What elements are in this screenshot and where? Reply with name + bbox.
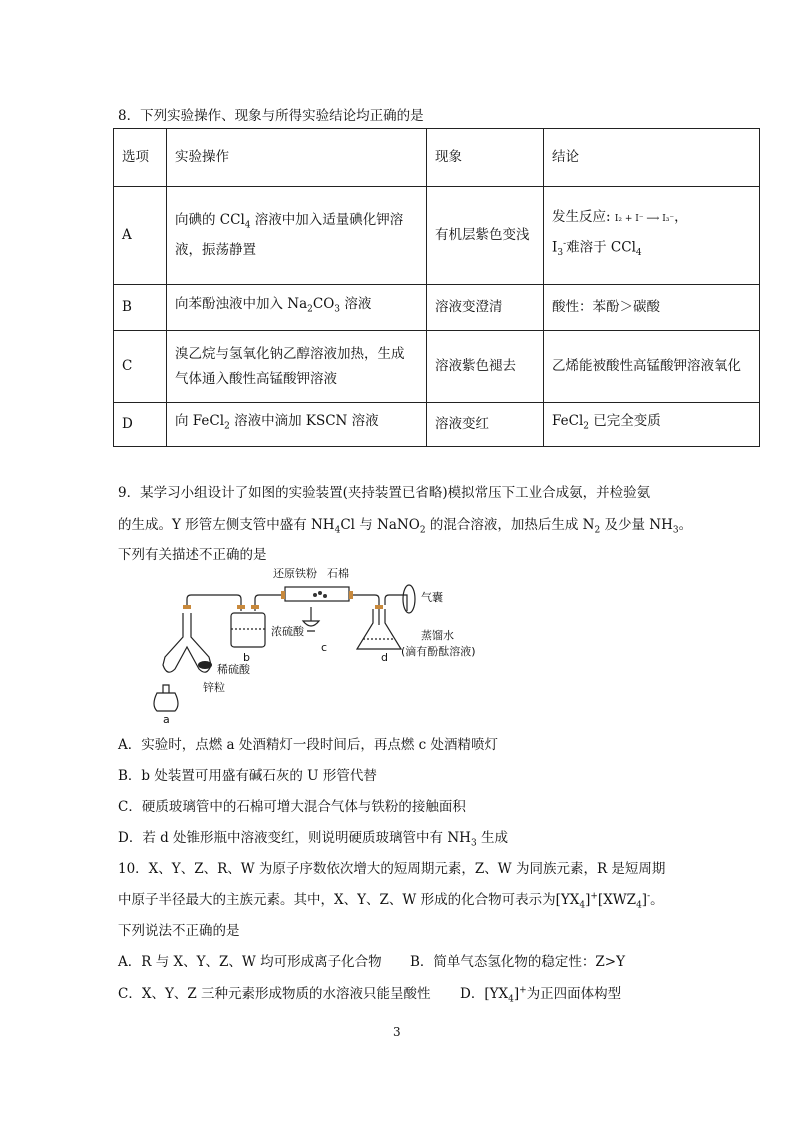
blast-lamp-c <box>303 607 319 631</box>
q9-line-2: 的生成。Y 形管左侧支管中盛有 $NH_4Cl$ 与 NaNO$_2$ 的混合溶液，加热后生成 $N_2$ 及少量 $NH_3$。 <box>118 517 693 536</box>
q10-line-3: 下列说法不正确的是 <box>118 923 240 939</box>
option-label: C <box>114 331 167 403</box>
wash-bottle-b <box>231 613 265 647</box>
conclusion-cell: 乙烯能被酸性高锰酸钾溶液氧化 <box>544 331 760 403</box>
reaction-equation: I₂ + I⁻ ⟶ I₃⁻ <box>614 213 675 224</box>
table-row <box>114 331 760 403</box>
q9-line-1: 9．某学习小组设计了如图的实验装置(夹持装置已省略)模拟常压下工业合成氨，并检验氨 <box>118 485 651 501</box>
phenomenon-cell: 溶液变红 <box>427 403 544 447</box>
q9-option-a: A．实验时，点燃 a 处酒精灯一段时间后，再点燃 c 处酒精喷灯 <box>118 737 499 753</box>
apparatus-diagram <box>145 565 505 725</box>
table-row <box>114 187 760 285</box>
q10-option-c: C．X、Y、Z 三种元素形成物质的水溶液只能呈酸性 <box>118 986 431 1002</box>
label-c: c <box>321 641 328 654</box>
connecting-tube <box>187 595 241 611</box>
q10-option-a: A．R 与 X、Y、Z、W 均可形成离子化合物 <box>118 954 382 970</box>
q9-option-b: B．b 处装置可用盛有碱石灰的 U 形管代替 <box>118 768 377 784</box>
header-phenomenon: 现象 <box>427 129 544 187</box>
zinc-granules <box>198 661 212 669</box>
operation-cell: 向 FeCl$_2$ 溶液中滴加 KSCN 溶液 <box>167 403 427 447</box>
q9-option-c: C．硬质玻璃管中的石棉可增大混合气体与铁粉的接触面积 <box>118 799 466 815</box>
label-zinc: 锌粒 <box>203 681 225 694</box>
operation-cell: 溴乙烷与氢氧化钠乙醇溶液加热，生成 气体通入酸性高锰酸钾溶液 <box>167 331 427 403</box>
q9-line-3: 下列有关描述不正确的是 <box>118 547 267 563</box>
label-asbestos: 石棉 <box>327 567 349 580</box>
q10-option-b: B．简单气态氢化物的稳定性：Z>Y <box>410 954 626 970</box>
gas-balloon <box>403 585 415 613</box>
label-distilled-water: 蒸馏水 <box>421 629 454 642</box>
alcohol-lamp-a <box>154 685 178 711</box>
q10-line-1: 10．X、Y、Z、R、W 为原子序数依次增大的短周期元素，Z、W 为同族元素，R 是短周期 <box>118 861 666 877</box>
label-dilute-sulfuric-acid: 稀硫酸 <box>217 663 250 676</box>
label-conc-sulfuric-acid: 浓硫酸 <box>271 625 304 638</box>
operation-cell: 向碘的 CCl$_4$ 溶液中加入适量碘化钾溶 液，振荡静置 <box>167 187 427 285</box>
table-row <box>114 285 760 331</box>
header-operation: 实验操作 <box>167 129 427 187</box>
header-conclusion: 结论 <box>544 129 760 187</box>
label-a: a <box>163 713 170 725</box>
conclusion-cell: FeCl$_2$ 已完全变质 <box>544 403 760 447</box>
label-d: d <box>381 651 388 664</box>
phenomenon-cell: 有机层紫色变浅 <box>427 187 544 285</box>
page-number: 3 <box>393 1025 401 1039</box>
label-iron-powder: 还原铁粉 <box>273 567 317 580</box>
conclusion-cell: 酸性：苯酚＞碳酸 <box>544 285 760 331</box>
conclusion-cell: 发生反应: I₂ + I⁻ ⟶ I₃⁻， $I_3^-$难溶于 CCl$_4$ <box>544 187 760 285</box>
label-b: b <box>243 651 250 664</box>
option-label: B <box>114 285 167 331</box>
operation-cell: 向苯酚浊液中加入 $Na_2CO_3$ 溶液 <box>167 285 427 331</box>
hard-glass-tube <box>285 587 349 601</box>
phenomenon-cell: 溶液紫色褪去 <box>427 331 544 403</box>
q9-option-d: D．若 d 处锥形瓶中溶液变红，则说明硬质玻璃管中有 $NH_3$ 生成 <box>118 830 508 849</box>
q10-option-d: D．$[YX_4]^+$为正四面体构型 <box>460 985 622 1005</box>
label-phenolphthalein: (滴有酚酞溶液) <box>401 645 476 658</box>
table-row <box>114 403 760 447</box>
option-label: D <box>114 403 167 447</box>
phenomenon-cell: 溶液变澄清 <box>427 285 544 331</box>
option-label: A <box>114 187 167 285</box>
header-option: 选项 <box>114 129 167 187</box>
q8-table <box>113 128 760 447</box>
label-balloon: 气囊 <box>421 591 443 604</box>
q10-line-2: 中原子半径最大的主族元素。其中，X、Y、Z、W 形成的化合物可表示为$[YX_4]^+[XWZ_4]^-$。 <box>118 891 664 911</box>
q8-stem: 8．下列实验操作、现象与所得实验结论均正确的是 <box>118 108 424 124</box>
table-header-row <box>114 129 760 187</box>
